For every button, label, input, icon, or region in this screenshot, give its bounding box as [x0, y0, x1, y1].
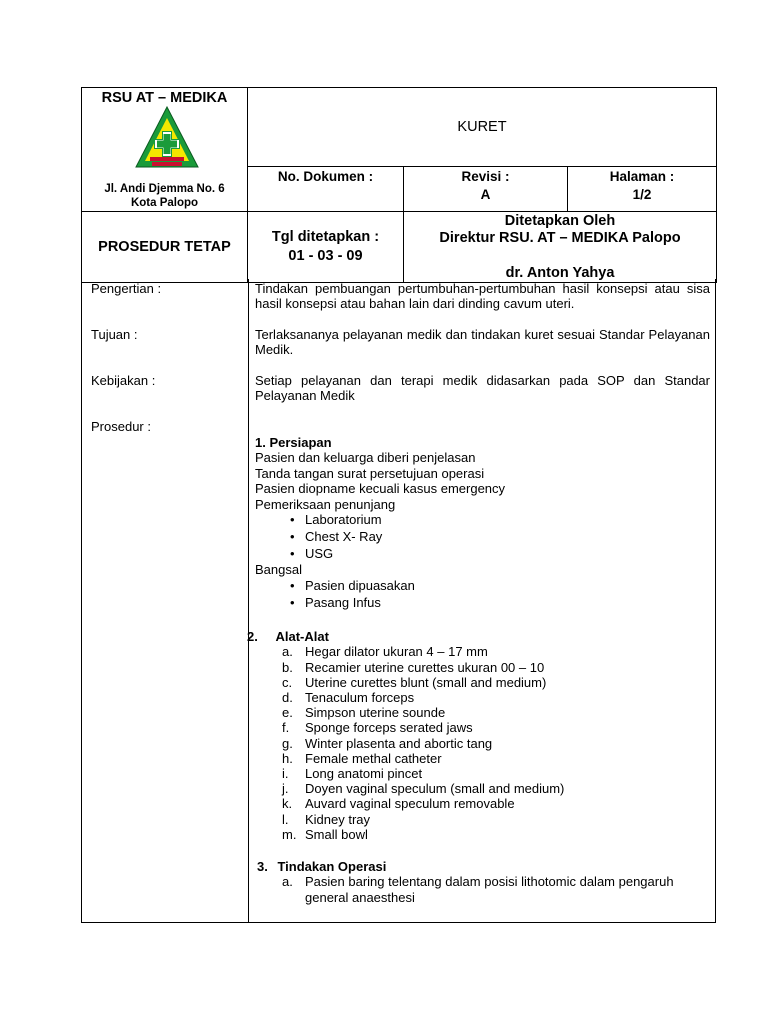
doc-no-cell — [248, 167, 404, 212]
bangsal-list — [255, 578, 710, 612]
address-line-2: Kota Palopo — [130, 197, 199, 209]
list-item: i. Long anatomi pincet — [282, 766, 423, 782]
persiapan-line: Pasien diopname kecuali kasus emergency — [255, 481, 506, 497]
text-tujuan: Terlaksananya pelayanan medik dan tindakan kuret sesuai Standar Pelayanan Medik. — [255, 327, 710, 358]
list-item: • Pasang Infus — [305, 595, 710, 612]
section-persiapan — [255, 435, 710, 611]
penunjang-list — [255, 512, 710, 562]
hospital-cell — [82, 88, 248, 212]
list-item: a. Hegar dilator ukuran 4 – 17 mm — [282, 644, 488, 660]
tgl-cell — [248, 212, 404, 283]
section-alat — [247, 629, 702, 842]
persiapan-line: Pasien dan keluarga diberi penjelasan — [255, 450, 476, 466]
persiapan-title: 1. Persiapan — [255, 435, 332, 450]
text-pengertian: Tindakan pembuangan pertumbuhan-pertumbuhan hasil konsepsi atau sisa hasil konsepsi atau bahan lain dari dinding cavum uteri. — [255, 281, 710, 312]
list-item: a. Pasien baring telentang dalam posisi lithotomic dalam pengaruh general anaesthesi — [282, 874, 674, 905]
persiapan-line: Pemeriksaan penunjang — [255, 496, 396, 512]
list-item: b. Recamier uterine curettes ukuran 00 – 10 — [282, 659, 545, 675]
signer-name: dr. Anton Yahya — [505, 265, 615, 281]
tgl-label: Tgl ditetapkan : — [271, 229, 380, 245]
address-line-1: Jl. Andi Djemma No. 6 — [104, 183, 225, 195]
list-item: e. Simpson uterine sounde — [282, 705, 446, 721]
revisi-value: A — [480, 187, 491, 202]
list-item: • Laboratorium — [305, 512, 710, 529]
halaman-cell — [568, 167, 717, 212]
list-item: h. Female methal catheter — [282, 750, 442, 766]
hospital-logo — [134, 105, 200, 169]
revisi-label: Revisi : — [461, 169, 510, 184]
label-kebijakan: Kebijakan : — [91, 373, 156, 388]
alat-list — [255, 644, 702, 842]
doc-no-label: No. Dokumen : — [277, 169, 374, 184]
tgl-value: 01 - 03 - 09 — [288, 248, 363, 264]
header-table — [81, 87, 717, 283]
list-item: f. Sponge forceps serated jaws — [282, 720, 473, 736]
list-item: • USG — [305, 546, 710, 563]
operasi-title: Tindakan Operasi — [277, 859, 387, 874]
revisi-cell — [404, 167, 568, 212]
document-title: KURET — [248, 88, 717, 167]
halaman-label: Halaman : — [609, 169, 675, 184]
operasi-number: 3. — [257, 859, 268, 874]
list-item: d. Tenaculum forceps — [282, 690, 415, 706]
bangsal-label: Bangsal — [255, 562, 302, 578]
prosedur-tetap: PROSEDUR TETAP — [82, 212, 248, 283]
list-item: l. Kidney tray — [282, 811, 371, 827]
list-item: c. Uterine curettes blunt (small and medium) — [282, 674, 547, 690]
halaman-value: 1/2 — [632, 187, 652, 202]
label-tujuan: Tujuan : — [91, 327, 138, 342]
hospital-name: RSU AT – MEDIKA — [101, 90, 228, 106]
list-item: k. Auvard vaginal speculum removable — [282, 796, 515, 812]
list-item: • Chest X- Ray — [305, 529, 710, 546]
operasi-list — [255, 874, 717, 904]
direktur: Direktur RSU. AT – MEDIKA Palopo — [439, 230, 681, 246]
list-item: m. Small bowl — [282, 826, 368, 842]
operasi-heading — [257, 859, 717, 874]
alat-heading — [247, 629, 702, 644]
label-prosedur: Prosedur : — [91, 419, 151, 434]
procedure-body — [81, 279, 716, 923]
list-item: • Pasien dipuasakan — [305, 578, 710, 595]
section-operasi — [257, 859, 717, 905]
alat-number: 2. — [247, 629, 258, 644]
hospital-address — [82, 182, 247, 210]
list-item: g. Winter plasenta and abortic tang — [282, 735, 493, 751]
persiapan-line: Tanda tangan surat persetujuan operasi — [255, 465, 485, 481]
text-kebijakan: Setiap pelayanan dan terapi medik didasarkan pada SOP dan Standar Pelayanan Medik — [255, 373, 710, 404]
label-pengertian: Pengertian : — [91, 281, 162, 296]
sop-document — [81, 87, 716, 923]
approval-cell — [404, 212, 717, 283]
logo-triangle-icon — [134, 105, 200, 169]
ditetapkan-oleh: Ditetapkan Oleh — [504, 213, 616, 229]
alat-title: Alat-Alat — [275, 629, 329, 644]
list-item: j. Doyen vaginal speculum (small and medium) — [282, 781, 565, 797]
